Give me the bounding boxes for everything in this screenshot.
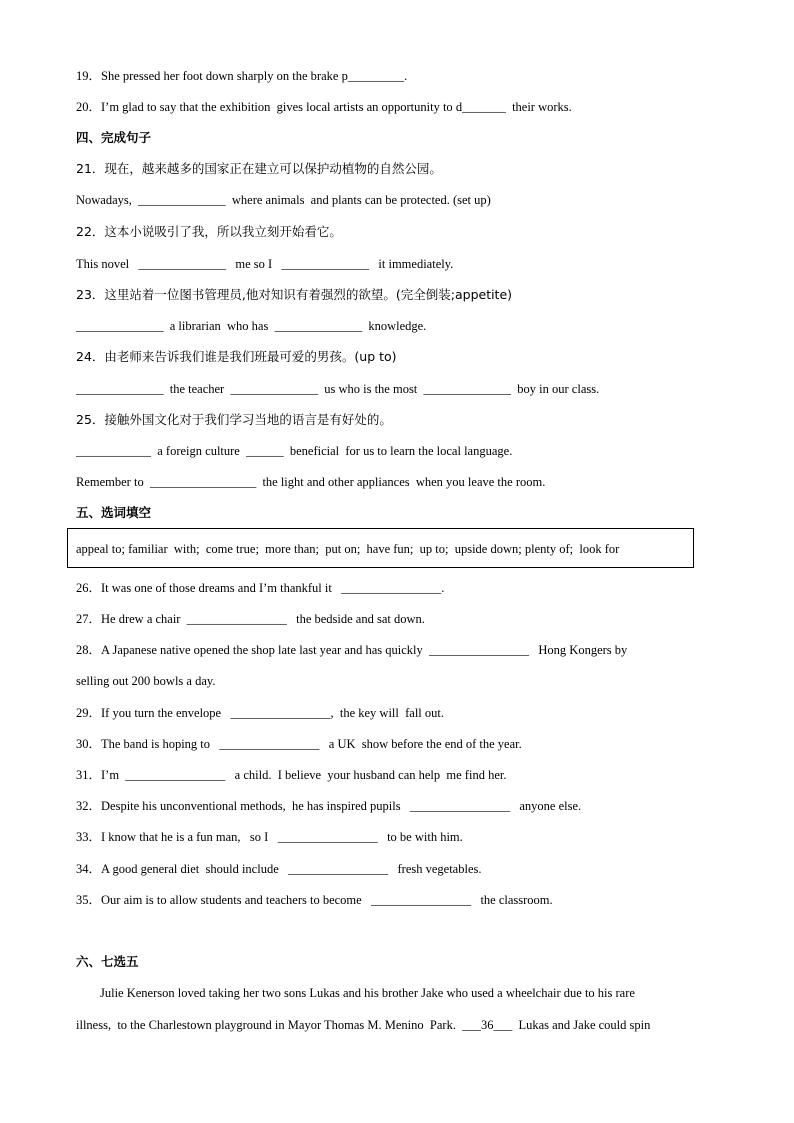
question-31: 31．I’m ________________ a child. I believe your husband can help me find her. <box>76 768 507 782</box>
question-28-line-1: 28．A Japanese native opened the shop late last year and has quickly ________________ Hong Kongers by <box>76 643 628 657</box>
question-25-english: ____________ a foreign culture ______ beneficial for us to learn the local language. <box>76 444 513 458</box>
question-28-line-2: selling out 200 bowls a day. <box>76 674 216 688</box>
question-24-chinese: 24．由老师来告诉我们谁是我们班最可爱的男孩。(up to) <box>76 349 397 364</box>
section-5-heading: 五、选词填空 <box>76 505 152 520</box>
question-34: 34．A good general diet should include ________________ fresh vegetables. <box>76 862 482 876</box>
question-22-chinese: 22．这本小说吸引了我，所以我立刻开始看它。 <box>76 224 342 239</box>
question-25-chinese: 25．接触外国文化对于我们学习当地的语言是有好处的。 <box>76 412 392 427</box>
passage-line-1: Julie Kenerson loved taking her two sons Lukas and his brother Jake who used a wheelchair due to his rare <box>100 986 635 1000</box>
question-20 <box>76 99 572 115</box>
question-35: 35．Our aim is to allow students and teachers to become ________________ the classroom. <box>76 893 553 907</box>
question-20-text-end: their works. <box>505 100 572 114</box>
word-bank-box <box>67 528 694 568</box>
question-32: 32．Despite his unconventional methods, he has inspired pupils ________________ anyone else. <box>76 799 582 813</box>
remember-sentence: Remember to _________________ the light and other appliances when you leave the room. <box>76 475 546 489</box>
passage-line-2-text-end: Lukas and Jake could spin <box>512 1018 651 1032</box>
question-29: 29．If you turn the envelope ________________, the key will fall out. <box>76 706 444 720</box>
passage-line-2-text: illness, to the Charlestown playground in Mayor Thomas M. Menino Park. <box>76 1018 463 1032</box>
question-19: 19．She pressed her foot down sharply on the brake p_________. <box>76 69 408 83</box>
section-6-heading: 六、七选五 <box>76 954 139 969</box>
question-26: 26．It was one of those dreams and I’m thankful it ________________. <box>76 581 445 595</box>
passage-line-2 <box>76 1017 650 1033</box>
section-4-heading: 四、完成句子 <box>76 130 152 145</box>
question-23-english: ______________ a librarian who has ______________ knowledge. <box>76 319 427 333</box>
question-20-blank: d_______ <box>455 100 506 114</box>
question-27: 27．He drew a chair ________________ the bedside and sat down. <box>76 612 425 626</box>
question-30: 30．The band is hoping to ________________ a UK show before the end of the year. <box>76 737 522 751</box>
question-22-english: This novel ______________ me so I ______________ it immediately. <box>76 257 454 271</box>
question-21-english: Nowadays, ______________ where animals and plants can be protected. (set up) <box>76 193 491 207</box>
question-24-english: ______________ the teacher ______________ us who is the most ______________ boy in our class. <box>76 382 600 396</box>
question-33: 33．I know that he is a fun man, so I ________________ to be with him. <box>76 830 463 844</box>
question-21-chinese: 21．现在，越来越多的国家正在建立可以保护动植物的自然公园。 <box>76 161 442 176</box>
word-bank-text: appeal to; familiar with; come true; more than; put on; have fun; up to; upside down; plenty of; look for <box>76 542 620 556</box>
blank-36: ___36___ <box>462 1018 513 1032</box>
question-23-chinese: 23．这里站着一位图书管理员,他对知识有着强烈的欲望。(完全倒装;appetite) <box>76 287 513 302</box>
question-20-text: 20．I’m glad to say that the exhibition gives local artists an opportunity to <box>76 100 456 114</box>
